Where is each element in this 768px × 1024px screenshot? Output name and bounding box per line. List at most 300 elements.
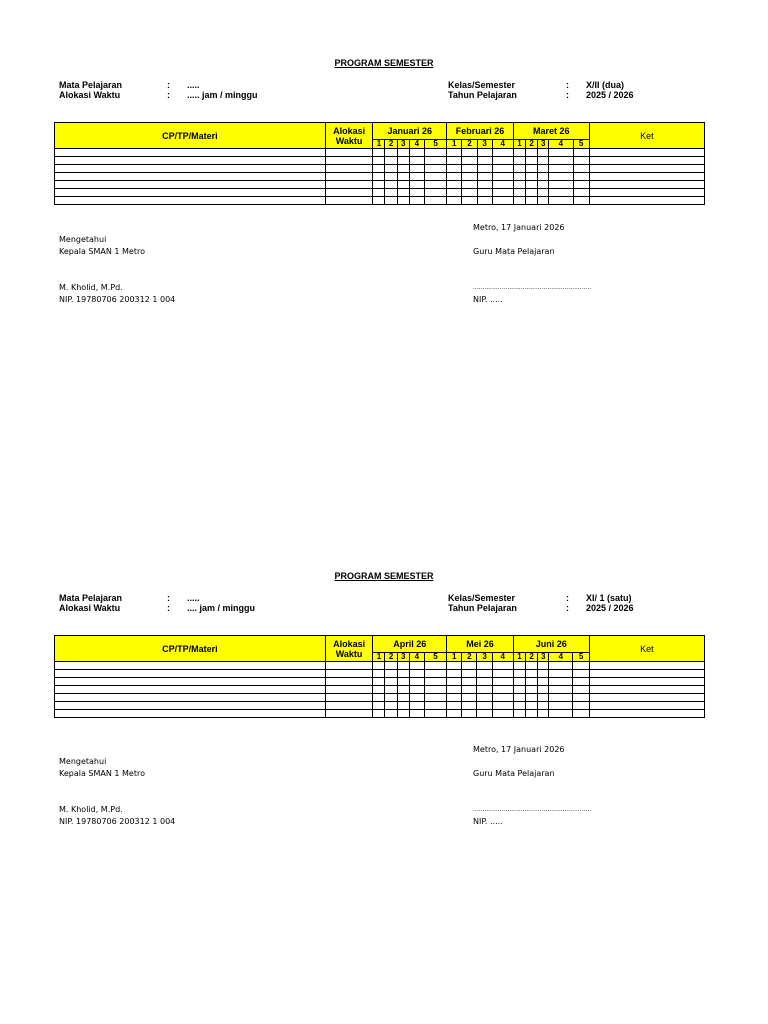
table-cell	[373, 710, 385, 718]
table-cell	[385, 678, 397, 686]
table-cell	[424, 157, 446, 165]
table-cell	[492, 670, 513, 678]
table-cell	[549, 702, 573, 710]
table-cell	[373, 686, 385, 694]
kelas-colon: :	[566, 593, 569, 603]
week-number: 4	[492, 653, 513, 662]
week-number: 2	[385, 140, 397, 149]
table-cell	[573, 662, 589, 670]
table-cell	[492, 662, 513, 670]
table-cell	[424, 686, 446, 694]
guru-nip: NIP. .....	[473, 817, 503, 826]
table-cell	[462, 189, 477, 197]
table-cell	[477, 686, 492, 694]
table-cell	[325, 710, 373, 718]
table-cell	[55, 710, 326, 718]
table-cell	[538, 157, 549, 165]
table-cell	[373, 702, 385, 710]
guru-signature-line: ..............................................................	[473, 284, 592, 291]
table-cell	[325, 702, 373, 710]
week-number: 5	[424, 140, 446, 149]
table-cell	[424, 165, 446, 173]
table-cell	[409, 670, 424, 678]
table-cell	[477, 181, 492, 189]
table-cell	[549, 710, 573, 718]
table-row	[55, 173, 705, 181]
table-cell	[55, 694, 326, 702]
table-cell	[573, 149, 589, 157]
table-cell	[409, 173, 424, 181]
table-cell	[385, 165, 397, 173]
table-cell	[526, 189, 538, 197]
table-cell	[589, 662, 704, 670]
table-cell	[513, 181, 525, 189]
week-number: 4	[409, 140, 424, 149]
table-cell	[526, 181, 538, 189]
header-alokasi-line2: Waktu	[335, 648, 363, 659]
table-cell	[409, 694, 424, 702]
week-number: 5	[424, 653, 446, 662]
table-cell	[525, 694, 537, 702]
table-cell	[477, 670, 492, 678]
table-cell	[409, 686, 424, 694]
tahun-value: 2025 / 2026	[586, 603, 634, 613]
table-cell	[409, 181, 424, 189]
week-number: 3	[477, 653, 492, 662]
table-cell	[513, 189, 525, 197]
week-number: 3	[538, 653, 549, 662]
table-cell	[55, 149, 326, 157]
table-cell	[409, 197, 424, 205]
week-number: 5	[573, 653, 589, 662]
table-cell	[447, 662, 462, 670]
table-cell	[55, 165, 326, 173]
table-cell	[492, 181, 513, 189]
table-cell	[525, 710, 537, 718]
header-materi: CP/TP/Materi	[55, 636, 326, 662]
program-semester-section-2	[0, 571, 768, 871]
program-semester-section-1	[0, 58, 768, 358]
table-cell	[462, 686, 477, 694]
table-cell	[492, 702, 513, 710]
header-month-2: Mei 26	[447, 636, 514, 653]
table-cell	[525, 678, 537, 686]
table-cell	[462, 710, 477, 718]
table-cell	[397, 694, 409, 702]
table-cell	[325, 694, 373, 702]
table-cell	[538, 678, 549, 686]
document-title: PROGRAM SEMESTER	[334, 571, 434, 581]
table-cell	[447, 197, 462, 205]
kelas-colon: :	[566, 80, 569, 90]
week-number: 1	[373, 653, 385, 662]
table-cell	[573, 710, 589, 718]
table-cell	[589, 149, 704, 157]
table-cell	[526, 173, 538, 181]
table-cell	[492, 149, 513, 157]
table-cell	[55, 702, 326, 710]
table-cell	[373, 694, 385, 702]
mapel-value: .....	[187, 593, 200, 603]
week-number: 4	[492, 140, 513, 149]
table-cell	[397, 702, 409, 710]
table-cell	[397, 678, 409, 686]
alokasi-value: .... jam / minggu	[187, 603, 256, 613]
week-number: 5	[573, 140, 589, 149]
table-row	[55, 165, 705, 173]
table-cell	[373, 189, 385, 197]
tahun-value: 2025 / 2026	[586, 90, 634, 100]
table-cell	[325, 670, 373, 678]
table-cell	[492, 197, 513, 205]
alokasi-label: Alokasi Waktu	[59, 90, 121, 100]
table-cell	[492, 157, 513, 165]
week-number: 4	[409, 653, 424, 662]
table-cell	[409, 149, 424, 157]
table-cell	[513, 165, 525, 173]
table-cell	[424, 149, 446, 157]
table-body	[55, 662, 705, 718]
kepala-name: M. Kholid, M.Pd.	[59, 283, 123, 292]
table-cell	[538, 165, 549, 173]
kelas-value: XI/ 1 (satu)	[586, 593, 632, 603]
place-date: Metro, 17 Januari 2026	[473, 223, 565, 232]
table-cell	[325, 149, 373, 157]
table-row	[55, 702, 705, 710]
table-cell	[492, 678, 513, 686]
header-month-3: Juni 26	[513, 636, 589, 653]
table-cell	[549, 678, 573, 686]
week-number: 3	[538, 140, 549, 149]
table-cell	[385, 710, 397, 718]
table-cell	[397, 686, 409, 694]
table-cell	[538, 686, 549, 694]
table-cell	[492, 694, 513, 702]
table-cell	[573, 189, 589, 197]
table-cell	[373, 670, 385, 678]
table-row	[55, 181, 705, 189]
header-alokasi	[325, 636, 373, 662]
table-cell	[424, 181, 446, 189]
table-cell	[573, 165, 589, 173]
table-cell	[589, 694, 704, 702]
table-cell	[573, 694, 589, 702]
table-cell	[513, 173, 525, 181]
table-cell	[397, 197, 409, 205]
table-cell	[385, 686, 397, 694]
table-cell	[477, 197, 492, 205]
kepala-title: Kepala SMAN 1 Metro	[59, 769, 145, 778]
kepala-nip: NIP. 19780706 200312 1 004	[59, 817, 176, 826]
table-cell	[589, 197, 704, 205]
table-cell	[538, 181, 549, 189]
kelas-value: X/II (dua)	[586, 80, 624, 90]
table-cell	[397, 181, 409, 189]
table-row	[55, 157, 705, 165]
week-number: 2	[526, 140, 538, 149]
guru-title: Guru Mata Pelajaran	[473, 769, 555, 778]
table-cell	[325, 157, 373, 165]
table-cell	[55, 670, 326, 678]
table-cell	[325, 165, 373, 173]
table-cell	[373, 662, 385, 670]
table-cell	[462, 662, 477, 670]
table-cell	[447, 678, 462, 686]
table-cell	[447, 710, 462, 718]
table-cell	[573, 173, 589, 181]
table-cell	[573, 686, 589, 694]
table-cell	[397, 670, 409, 678]
table-cell	[589, 686, 704, 694]
tahun-colon: :	[566, 603, 569, 613]
table-cell	[462, 149, 477, 157]
mapel-label: Mata Pelajaran	[59, 593, 123, 603]
tahun-colon: :	[566, 90, 569, 100]
alokasi-colon: :	[167, 90, 170, 100]
table-cell	[424, 173, 446, 181]
table-cell	[385, 197, 397, 205]
tahun-label: Tahun Pelajaran	[448, 603, 517, 613]
table-cell	[385, 702, 397, 710]
table-cell	[477, 662, 492, 670]
table-cell	[55, 686, 326, 694]
table-cell	[397, 149, 409, 157]
table-cell	[526, 149, 538, 157]
table-cell	[549, 165, 573, 173]
table-cell	[462, 702, 477, 710]
alokasi-label: Alokasi Waktu	[59, 603, 121, 613]
table-cell	[589, 710, 704, 718]
header-month-1: Januari 26	[373, 123, 447, 140]
table-cell	[325, 181, 373, 189]
table-cell	[589, 189, 704, 197]
table-cell	[589, 157, 704, 165]
header-month-2: Februari 26	[447, 123, 514, 140]
table-cell	[409, 662, 424, 670]
week-number: 2	[462, 140, 477, 149]
table-cell	[538, 173, 549, 181]
table-cell	[397, 189, 409, 197]
table-cell	[447, 157, 462, 165]
table-cell	[525, 670, 537, 678]
table-cell	[385, 149, 397, 157]
table-row	[55, 694, 705, 702]
table-cell	[424, 662, 446, 670]
table-cell	[589, 165, 704, 173]
table-cell	[409, 165, 424, 173]
table-cell	[424, 197, 446, 205]
table-cell	[513, 710, 525, 718]
table-cell	[477, 157, 492, 165]
header-alokasi-line1: Alokasi	[333, 125, 366, 136]
mengetahui-text: Mengetahui	[59, 757, 107, 766]
table-cell	[385, 670, 397, 678]
week-number: 3	[397, 140, 409, 149]
table-cell	[538, 710, 549, 718]
table-cell	[373, 173, 385, 181]
table-cell	[424, 670, 446, 678]
table-cell	[549, 662, 573, 670]
table-cell	[373, 678, 385, 686]
table-cell	[447, 149, 462, 157]
week-number: 1	[373, 140, 385, 149]
table-cell	[462, 173, 477, 181]
table-cell	[549, 149, 573, 157]
table-cell	[549, 181, 573, 189]
table-cell	[385, 662, 397, 670]
table-cell	[462, 165, 477, 173]
header-alokasi-line1: Alokasi	[333, 638, 366, 649]
table-cell	[447, 189, 462, 197]
table-cell	[385, 181, 397, 189]
table-cell	[573, 702, 589, 710]
week-number: 1	[513, 140, 525, 149]
week-number: 1	[447, 140, 462, 149]
table-cell	[385, 189, 397, 197]
week-number: 1	[513, 653, 525, 662]
table-cell	[538, 189, 549, 197]
kelas-label: Kelas/Semester	[448, 80, 516, 90]
mapel-colon: :	[167, 593, 170, 603]
table-cell	[447, 173, 462, 181]
table-cell	[385, 173, 397, 181]
table-cell	[513, 670, 525, 678]
mengetahui-text: Mengetahui	[59, 235, 107, 244]
kepala-nip: NIP. 19780706 200312 1 004	[59, 295, 176, 304]
table-cell	[447, 181, 462, 189]
table-cell	[385, 157, 397, 165]
table-cell	[409, 157, 424, 165]
table-cell	[325, 662, 373, 670]
table-cell	[447, 670, 462, 678]
table-cell	[55, 662, 326, 670]
table-cell	[325, 197, 373, 205]
table-cell	[424, 678, 446, 686]
table-cell	[462, 670, 477, 678]
table-cell	[385, 694, 397, 702]
week-number: 3	[477, 140, 492, 149]
table-row	[55, 189, 705, 197]
table-cell	[589, 181, 704, 189]
table-cell	[373, 157, 385, 165]
table-cell	[549, 686, 573, 694]
table-cell	[424, 694, 446, 702]
place-date: Metro, 17 Januari 2026	[473, 745, 565, 754]
table-cell	[573, 197, 589, 205]
guru-title: Guru Mata Pelajaran	[473, 247, 555, 256]
table-cell	[325, 173, 373, 181]
guru-signature-line: ..............................................................	[473, 806, 592, 813]
table-row	[55, 662, 705, 670]
table-cell	[526, 157, 538, 165]
header-ket: Ket	[589, 636, 704, 662]
kepala-title: Kepala SMAN 1 Metro	[59, 247, 145, 256]
week-number: 2	[462, 653, 477, 662]
table-cell	[538, 197, 549, 205]
table-cell	[397, 710, 409, 718]
table-cell	[492, 165, 513, 173]
table-cell	[424, 710, 446, 718]
table-cell	[409, 710, 424, 718]
table-cell	[526, 197, 538, 205]
table-cell	[397, 157, 409, 165]
table-cell	[55, 173, 326, 181]
program-table	[54, 122, 705, 205]
guru-nip: NIP. .....	[473, 295, 503, 304]
week-number: 1	[447, 653, 462, 662]
table-cell	[513, 702, 525, 710]
table-cell	[325, 686, 373, 694]
table-cell	[573, 670, 589, 678]
table-cell	[477, 165, 492, 173]
table-cell	[525, 702, 537, 710]
table-cell	[513, 197, 525, 205]
table-cell	[549, 694, 573, 702]
header-materi: CP/TP/Materi	[55, 123, 326, 149]
table-row	[55, 678, 705, 686]
table-cell	[513, 157, 525, 165]
table-cell	[397, 662, 409, 670]
kepala-name: M. Kholid, M.Pd.	[59, 805, 123, 814]
table-cell	[549, 157, 573, 165]
table-cell	[538, 670, 549, 678]
header-ket: Ket	[589, 123, 704, 149]
table-cell	[492, 686, 513, 694]
program-table	[54, 635, 705, 718]
table-row	[55, 670, 705, 678]
table-cell	[477, 173, 492, 181]
alokasi-colon: :	[167, 603, 170, 613]
table-cell	[409, 189, 424, 197]
table-cell	[447, 686, 462, 694]
table-cell	[549, 670, 573, 678]
table-cell	[55, 197, 326, 205]
table-cell	[462, 694, 477, 702]
table-cell	[447, 694, 462, 702]
table-cell	[526, 165, 538, 173]
table-cell	[589, 173, 704, 181]
week-number: 2	[525, 653, 537, 662]
table-cell	[492, 173, 513, 181]
table-cell	[525, 686, 537, 694]
table-cell	[549, 189, 573, 197]
table-row	[55, 197, 705, 205]
table-cell	[589, 702, 704, 710]
header-month-3: Maret 26	[513, 123, 589, 140]
table-cell	[573, 678, 589, 686]
mapel-value: .....	[187, 80, 200, 90]
table-row	[55, 149, 705, 157]
table-cell	[397, 165, 409, 173]
table-cell	[538, 149, 549, 157]
table-body	[55, 149, 705, 205]
table-cell	[373, 197, 385, 205]
table-row	[55, 710, 705, 718]
table-cell	[573, 157, 589, 165]
kelas-label: Kelas/Semester	[448, 593, 516, 603]
table-cell	[477, 694, 492, 702]
table-cell	[462, 678, 477, 686]
table-cell	[477, 702, 492, 710]
table-cell	[513, 678, 525, 686]
table-cell	[397, 173, 409, 181]
table-cell	[409, 678, 424, 686]
mapel-colon: :	[167, 80, 170, 90]
header-alokasi-line2: Waktu	[335, 135, 363, 146]
table-cell	[513, 149, 525, 157]
table-cell	[477, 710, 492, 718]
table-cell	[513, 694, 525, 702]
